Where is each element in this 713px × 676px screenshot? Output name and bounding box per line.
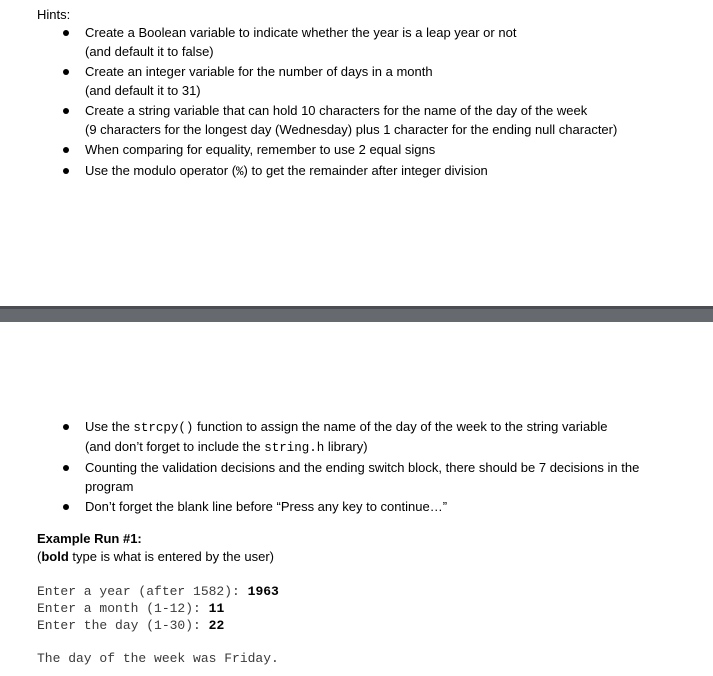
console-line [37,600,279,617]
hint-text: (and don’t forget to include the [85,438,265,454]
hint-line [85,418,639,438]
hint-text: library) [324,438,368,454]
hint-text: Use the [85,419,134,434]
hints-heading: Hints: [37,7,71,22]
note-bold-word: bold [41,549,69,564]
console-blank-line [37,634,279,650]
note-paren: ( [37,549,42,564]
bullet-icon [63,108,69,114]
list-item [0,418,639,457]
console-line [37,583,279,600]
hints-list [0,24,617,181]
hints-list-continued [0,418,639,517]
bullet-icon [63,504,69,510]
example-note [37,548,274,566]
console-prompt: Enter a month (1-12): [37,601,209,616]
hint-line [85,438,639,458]
hint-line: Don’t forget the blank line before “Press any key to continue…” [85,499,448,514]
bullet-icon [63,69,69,75]
bullet-icon [63,168,69,174]
console-input: 1963 [247,584,279,599]
bullet-icon [63,147,69,153]
console-prompt: Enter a year (after 1582): [37,584,248,599]
hint-line [85,162,617,182]
bullet-icon [63,424,69,430]
inline-code: strcpy() [133,421,194,435]
document-page-top [0,0,713,306]
console-line [37,617,279,634]
hint-text: Use the modulo operator ( [85,162,237,178]
list-item [0,24,617,61]
list-item [0,498,639,517]
inline-code: string.h [264,440,325,455]
note-text: type is what is entered by the user) [68,549,274,564]
hint-line: (and default it to 31) [85,82,201,98]
console-input: 22 [208,618,225,633]
list-item [0,459,639,496]
example-heading: Example Run #1: [37,531,142,546]
hint-line: Counting the validation decisions and the ending switch block, there should be 7 decisions in the [85,460,640,475]
hint-line: Create a string variable that can hold 10 characters for the name of the day of the week [85,103,588,118]
console-result: The day of the week was Friday. [37,651,279,666]
hint-line: program [85,478,134,494]
list-item [0,63,617,100]
inline-code: % [236,164,244,179]
hint-line: When comparing for equality, remember to use 2 equal signs [85,142,436,157]
page-break [0,306,713,322]
bullet-icon [63,465,69,471]
example-console [37,583,279,667]
hint-line: Create an integer variable for the number of days in a month [85,64,433,79]
hint-text: ) to get the remainder after integer division [243,162,488,178]
list-item [0,102,617,139]
document-page-bottom [0,322,713,676]
hint-text: function to assign the name of the day of the week to the string variable [193,419,608,434]
list-item [0,141,617,160]
hint-line: Create a Boolean variable to indicate whether the year is a leap year or not [85,25,517,40]
console-prompt: Enter the day (1-30): [37,618,209,633]
hint-line: (and default it to false) [85,43,214,59]
bullet-icon [63,30,69,36]
hint-line: (9 characters for the longest day (Wednesday) plus 1 character for the ending null character) [85,121,618,137]
list-item [0,162,617,182]
console-input: 11 [208,601,225,616]
